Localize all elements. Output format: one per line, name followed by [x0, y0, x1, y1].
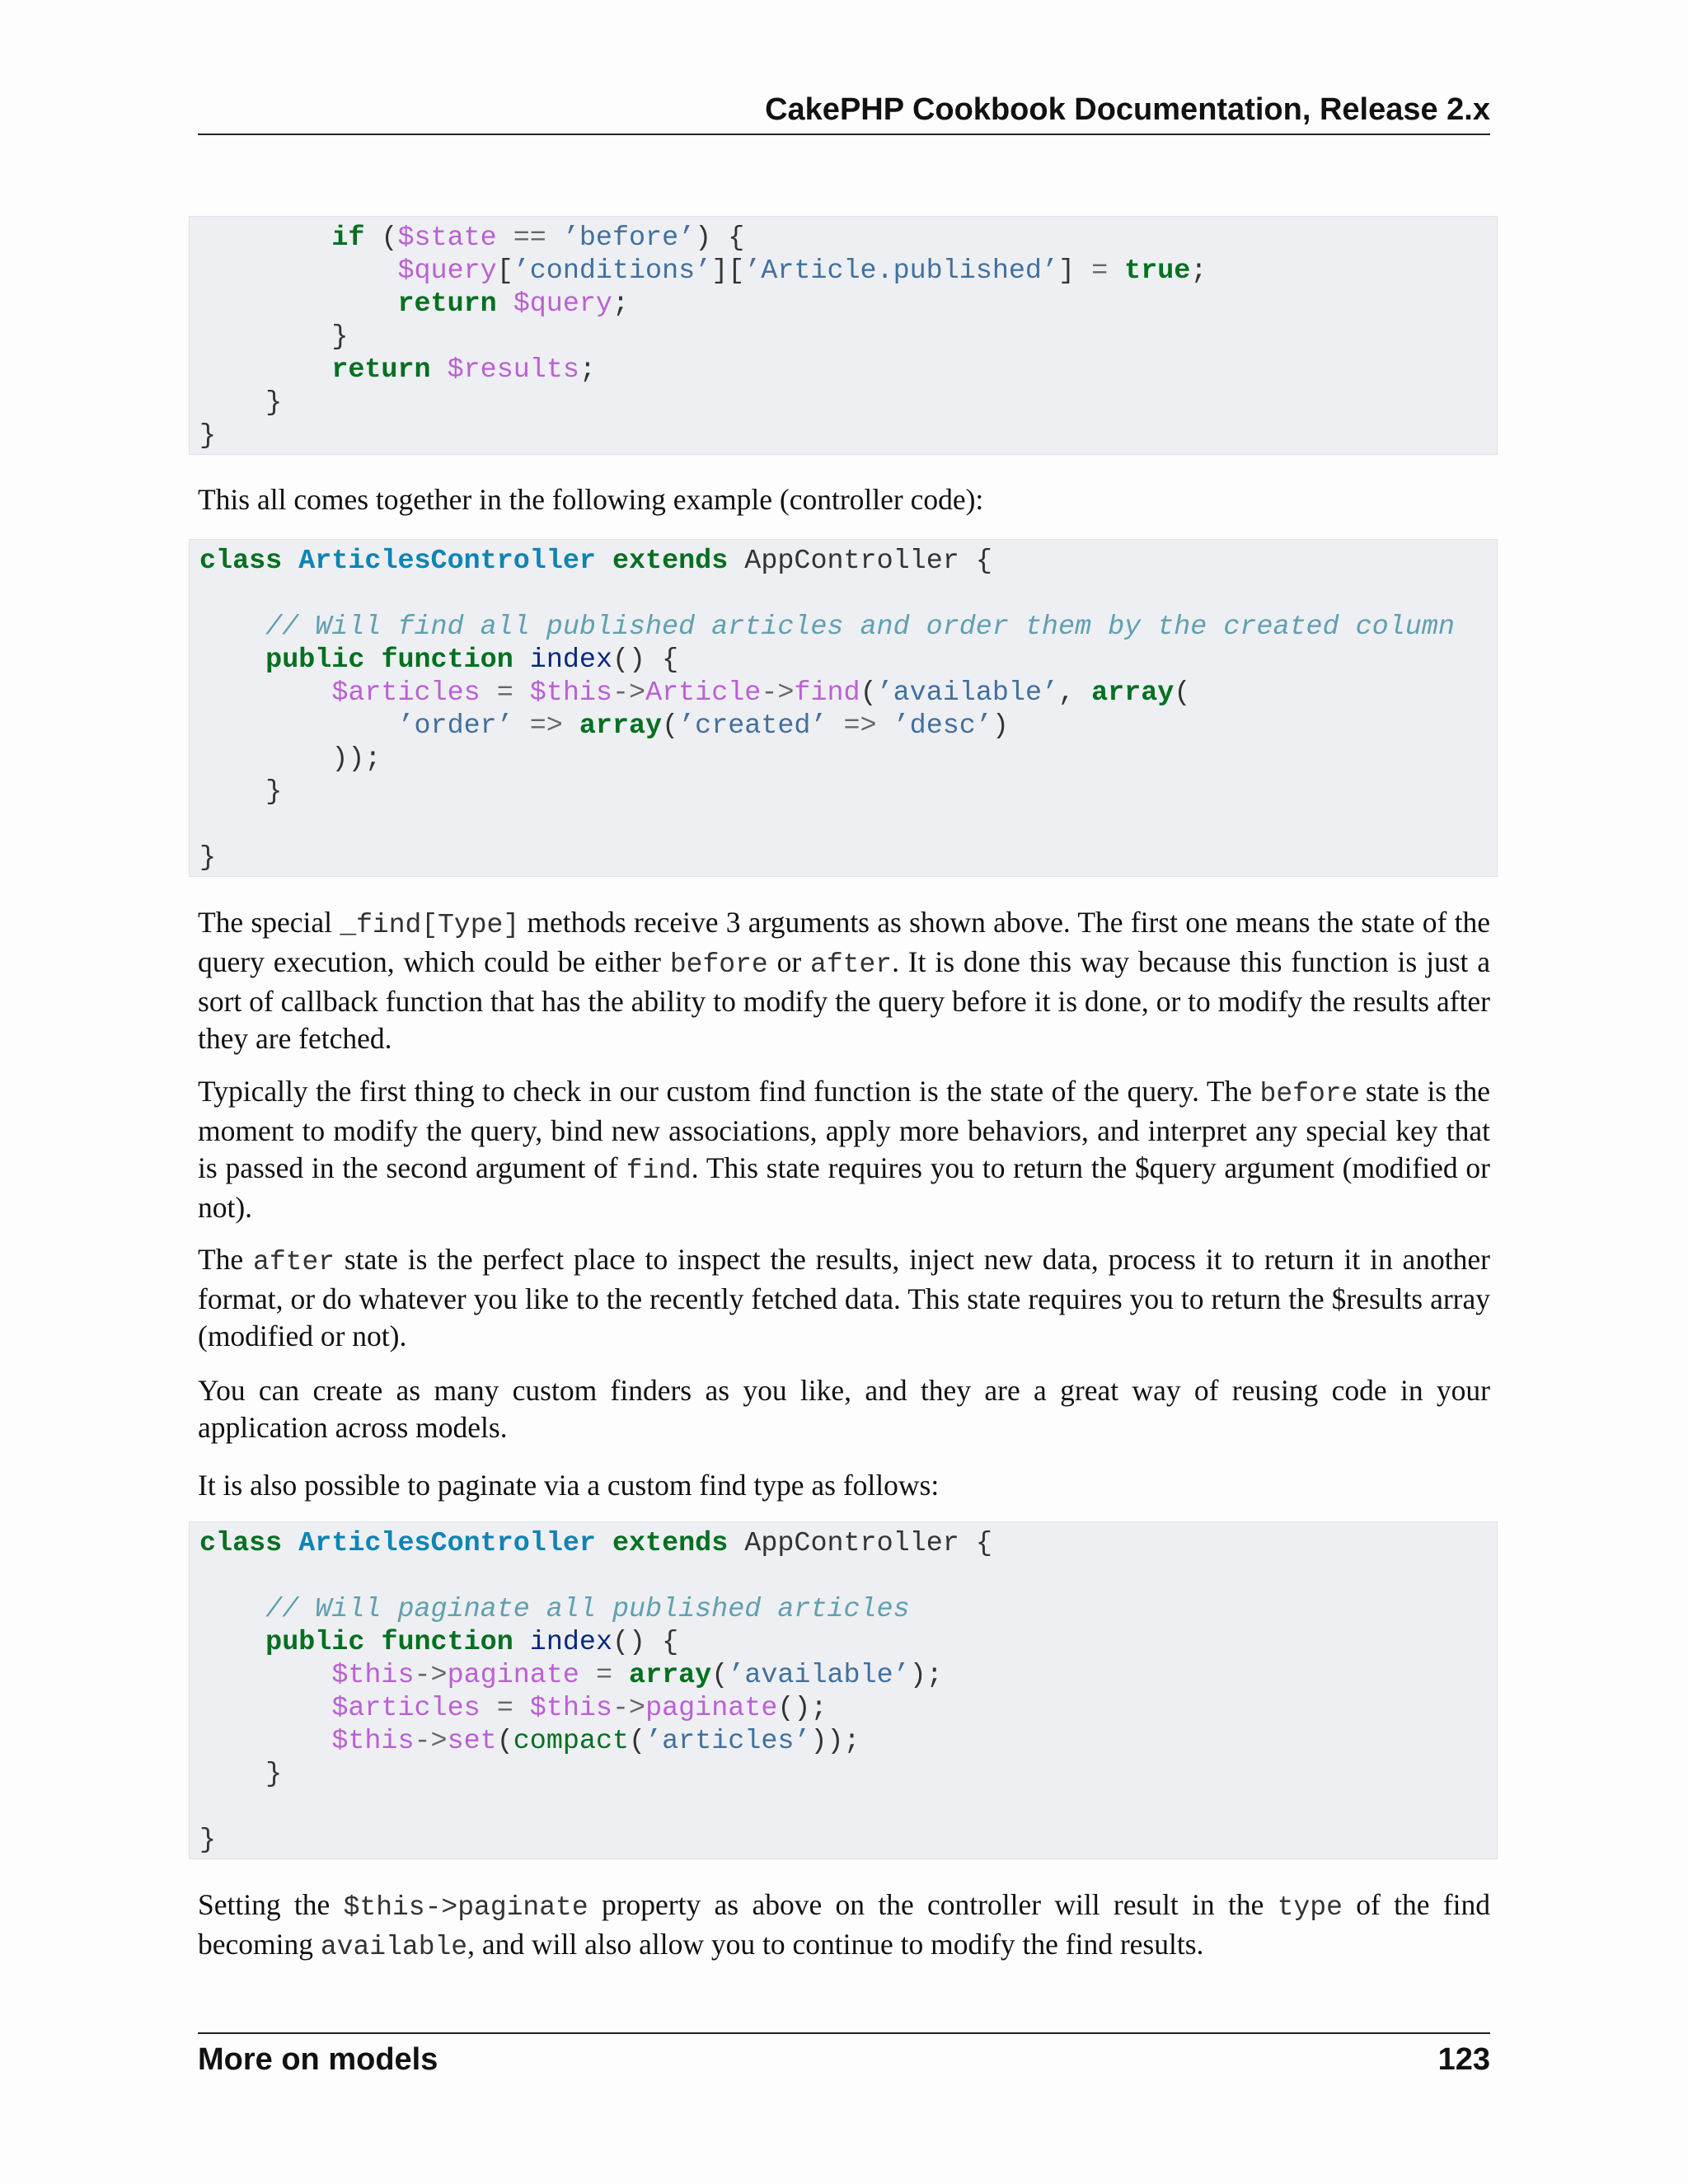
code-token: ( — [662, 710, 679, 742]
code-token: ; — [579, 354, 596, 386]
code-token: )); — [810, 1726, 860, 1757]
code-token: (); — [777, 1693, 828, 1724]
paragraph-paginate-property — [198, 1886, 1490, 1966]
code-token: ’desc’ — [893, 710, 992, 742]
code-token: compact — [513, 1726, 630, 1757]
page-number: 123 — [1437, 2042, 1490, 2077]
text-run: The — [198, 1243, 254, 1276]
code-block-articles-controller-find — [189, 539, 1498, 877]
code-token: ’created’ — [678, 710, 828, 742]
code-token: = — [480, 677, 530, 709]
code-token: } — [265, 776, 283, 808]
code-token: } — [265, 1759, 283, 1790]
code-token: == — [496, 223, 563, 254]
inline-code: after — [253, 1247, 335, 1277]
code-token: ArticlesController — [298, 1528, 596, 1559]
code-token: $results — [447, 354, 579, 386]
text-run: state is the moment to modify the query, bind new associations, apply more behaviors, and interpret any special key that is passed in the second argument of — [198, 1075, 1490, 1184]
code-comment: // Will paginate all published articles — [265, 1594, 910, 1625]
code-token: ( — [1174, 677, 1191, 709]
text-run: The special — [198, 906, 340, 939]
text-run: of the find becoming — [198, 1888, 1490, 1961]
code-token: ( — [364, 223, 398, 254]
code-token: ’conditions’ — [513, 255, 712, 287]
code-token: ’available’ — [876, 677, 1059, 709]
text-run: , and will also allow you to continue to modify the find results. — [467, 1928, 1204, 1961]
code-token: ) { — [695, 223, 745, 254]
code-token: , — [1058, 677, 1092, 709]
code-token: index — [529, 644, 612, 676]
code-token: () { — [612, 644, 679, 676]
code-token: )); — [331, 743, 382, 775]
code-token: set — [447, 1726, 497, 1757]
paragraph-intro-example: This all comes together in the following example (controller code): — [198, 483, 984, 516]
code-token: ’order’ — [397, 710, 513, 742]
code-token: index — [529, 1627, 612, 1658]
code-token: [ — [496, 255, 513, 287]
paragraph-before-state — [198, 1073, 1490, 1226]
code-token: public — [265, 1627, 365, 1658]
footer-section-title: More on models — [198, 2042, 438, 2077]
code-token: ) — [992, 710, 1009, 742]
code-token: ( — [629, 1726, 646, 1757]
code-token: array — [629, 1660, 712, 1691]
code-token: array — [579, 710, 663, 742]
code-token: = — [480, 1693, 530, 1724]
code-token: ArticlesController — [298, 546, 596, 577]
code-token: } — [199, 1825, 217, 1856]
code-token: class — [199, 546, 283, 577]
code-token: extends — [612, 546, 729, 577]
code-token: function — [381, 644, 513, 676]
code-token: paginate — [645, 1693, 778, 1724]
code-token: array — [1091, 677, 1175, 709]
inline-code: $this->paginate — [343, 1892, 588, 1923]
code-listing — [190, 1522, 1497, 1857]
code-token: = — [579, 1660, 630, 1691]
code-token: $this — [331, 1726, 415, 1757]
code-token: ( — [496, 1726, 513, 1757]
code-token: ; — [1190, 255, 1207, 287]
code-comment: // Will find all published articles and order them by the created column — [265, 612, 1455, 643]
code-token: ; — [612, 288, 630, 320]
inline-code: type — [1277, 1892, 1343, 1923]
code-token: => — [827, 710, 893, 742]
inline-code: _find[Type] — [340, 910, 520, 940]
code-token: -> — [612, 1693, 646, 1724]
inline-code: after — [810, 949, 893, 980]
text-run: state is the perfect place to inspect the results, inject new data, process it to return it in another format, or do whatever you like to the recently fetched data. This state requires you to return the $results array (modified or not). — [198, 1243, 1490, 1352]
code-token: -> — [612, 677, 646, 709]
inline-code: before — [669, 949, 768, 980]
paragraph-find-type-arguments — [198, 904, 1490, 1057]
code-token: } — [331, 321, 349, 353]
text-run: Setting the — [198, 1888, 344, 1921]
text-run: methods receive 3 arguments as shown above. The first one means the state of the query execution, which could be either — [198, 906, 1490, 978]
text-run: property as above on the controller will result in the — [588, 1888, 1278, 1921]
code-token: AppController { — [728, 1528, 992, 1559]
code-token: public — [265, 644, 365, 676]
text-run: or — [767, 945, 811, 978]
code-block-find-method-end — [189, 216, 1498, 455]
paragraph-after-state — [198, 1241, 1490, 1355]
code-token: paginate — [447, 1660, 579, 1691]
code-token: } — [199, 420, 217, 452]
code-token: $query — [513, 288, 612, 320]
code-token: } — [265, 387, 283, 419]
code-token: if — [331, 223, 365, 254]
code-listing — [190, 217, 1497, 452]
code-token: $state — [397, 223, 497, 254]
code-token: extends — [612, 1528, 729, 1559]
code-token: AppController { — [728, 546, 992, 577]
code-token: ’before’ — [562, 223, 696, 254]
code-token: $this — [529, 1693, 612, 1724]
code-token: ’articles’ — [645, 1726, 811, 1757]
text-run: Typically the first thing to check in our custom find function is the state of the query. The — [198, 1075, 1260, 1108]
code-token: ’Article.published’ — [744, 255, 1058, 287]
code-token: ); — [909, 1660, 943, 1691]
text-run: . This state requires you to return the $query argument (modified or not). — [198, 1151, 1491, 1224]
inline-code: find — [626, 1155, 692, 1186]
code-token: $articles — [331, 1693, 481, 1724]
code-token: = — [1075, 255, 1125, 287]
code-token: $this — [529, 677, 612, 709]
code-token: $articles — [331, 677, 481, 709]
code-token: Article — [645, 677, 762, 709]
code-token: } — [199, 842, 217, 874]
code-token: class — [199, 1528, 283, 1559]
code-token: ’available’ — [728, 1660, 910, 1691]
header-rule — [198, 134, 1490, 135]
code-token: -> — [414, 1726, 448, 1757]
code-token: function — [381, 1627, 513, 1658]
code-token: => — [513, 710, 579, 742]
inline-code: before — [1259, 1079, 1358, 1109]
code-token: ( — [860, 677, 877, 709]
code-token: ( — [711, 1660, 729, 1691]
code-token: ] — [1057, 255, 1076, 287]
paragraph-custom-finders: You can create as many custom finders as you like, and they are a great way of reusing code in your application across models. — [198, 1374, 1490, 1444]
code-token: $this — [331, 1660, 415, 1691]
code-token: true — [1124, 255, 1191, 287]
code-token: -> — [761, 677, 795, 709]
code-token: find — [794, 677, 860, 709]
running-header-title: CakePHP Cookbook Documentation, Release 2.x — [765, 92, 1490, 127]
code-token: $query — [397, 255, 497, 287]
text-run: . It is done this way because this function is just a sort of callback function that has the ability to modify the query before it is done, or to modify the results after they are fetched. — [198, 945, 1490, 1055]
footer-rule — [198, 2032, 1490, 2034]
paragraph-paginate-intro: It is also possible to paginate via a custom find type as follows: — [198, 1469, 940, 1502]
code-token: -> — [414, 1660, 448, 1691]
code-token: ][ — [711, 255, 745, 287]
code-token: return — [397, 288, 497, 320]
code-listing — [190, 540, 1497, 874]
code-block-articles-controller-paginate — [189, 1521, 1498, 1859]
code-token: return — [331, 354, 431, 386]
inline-code: available — [320, 1932, 468, 1962]
code-token: () { — [612, 1627, 679, 1658]
